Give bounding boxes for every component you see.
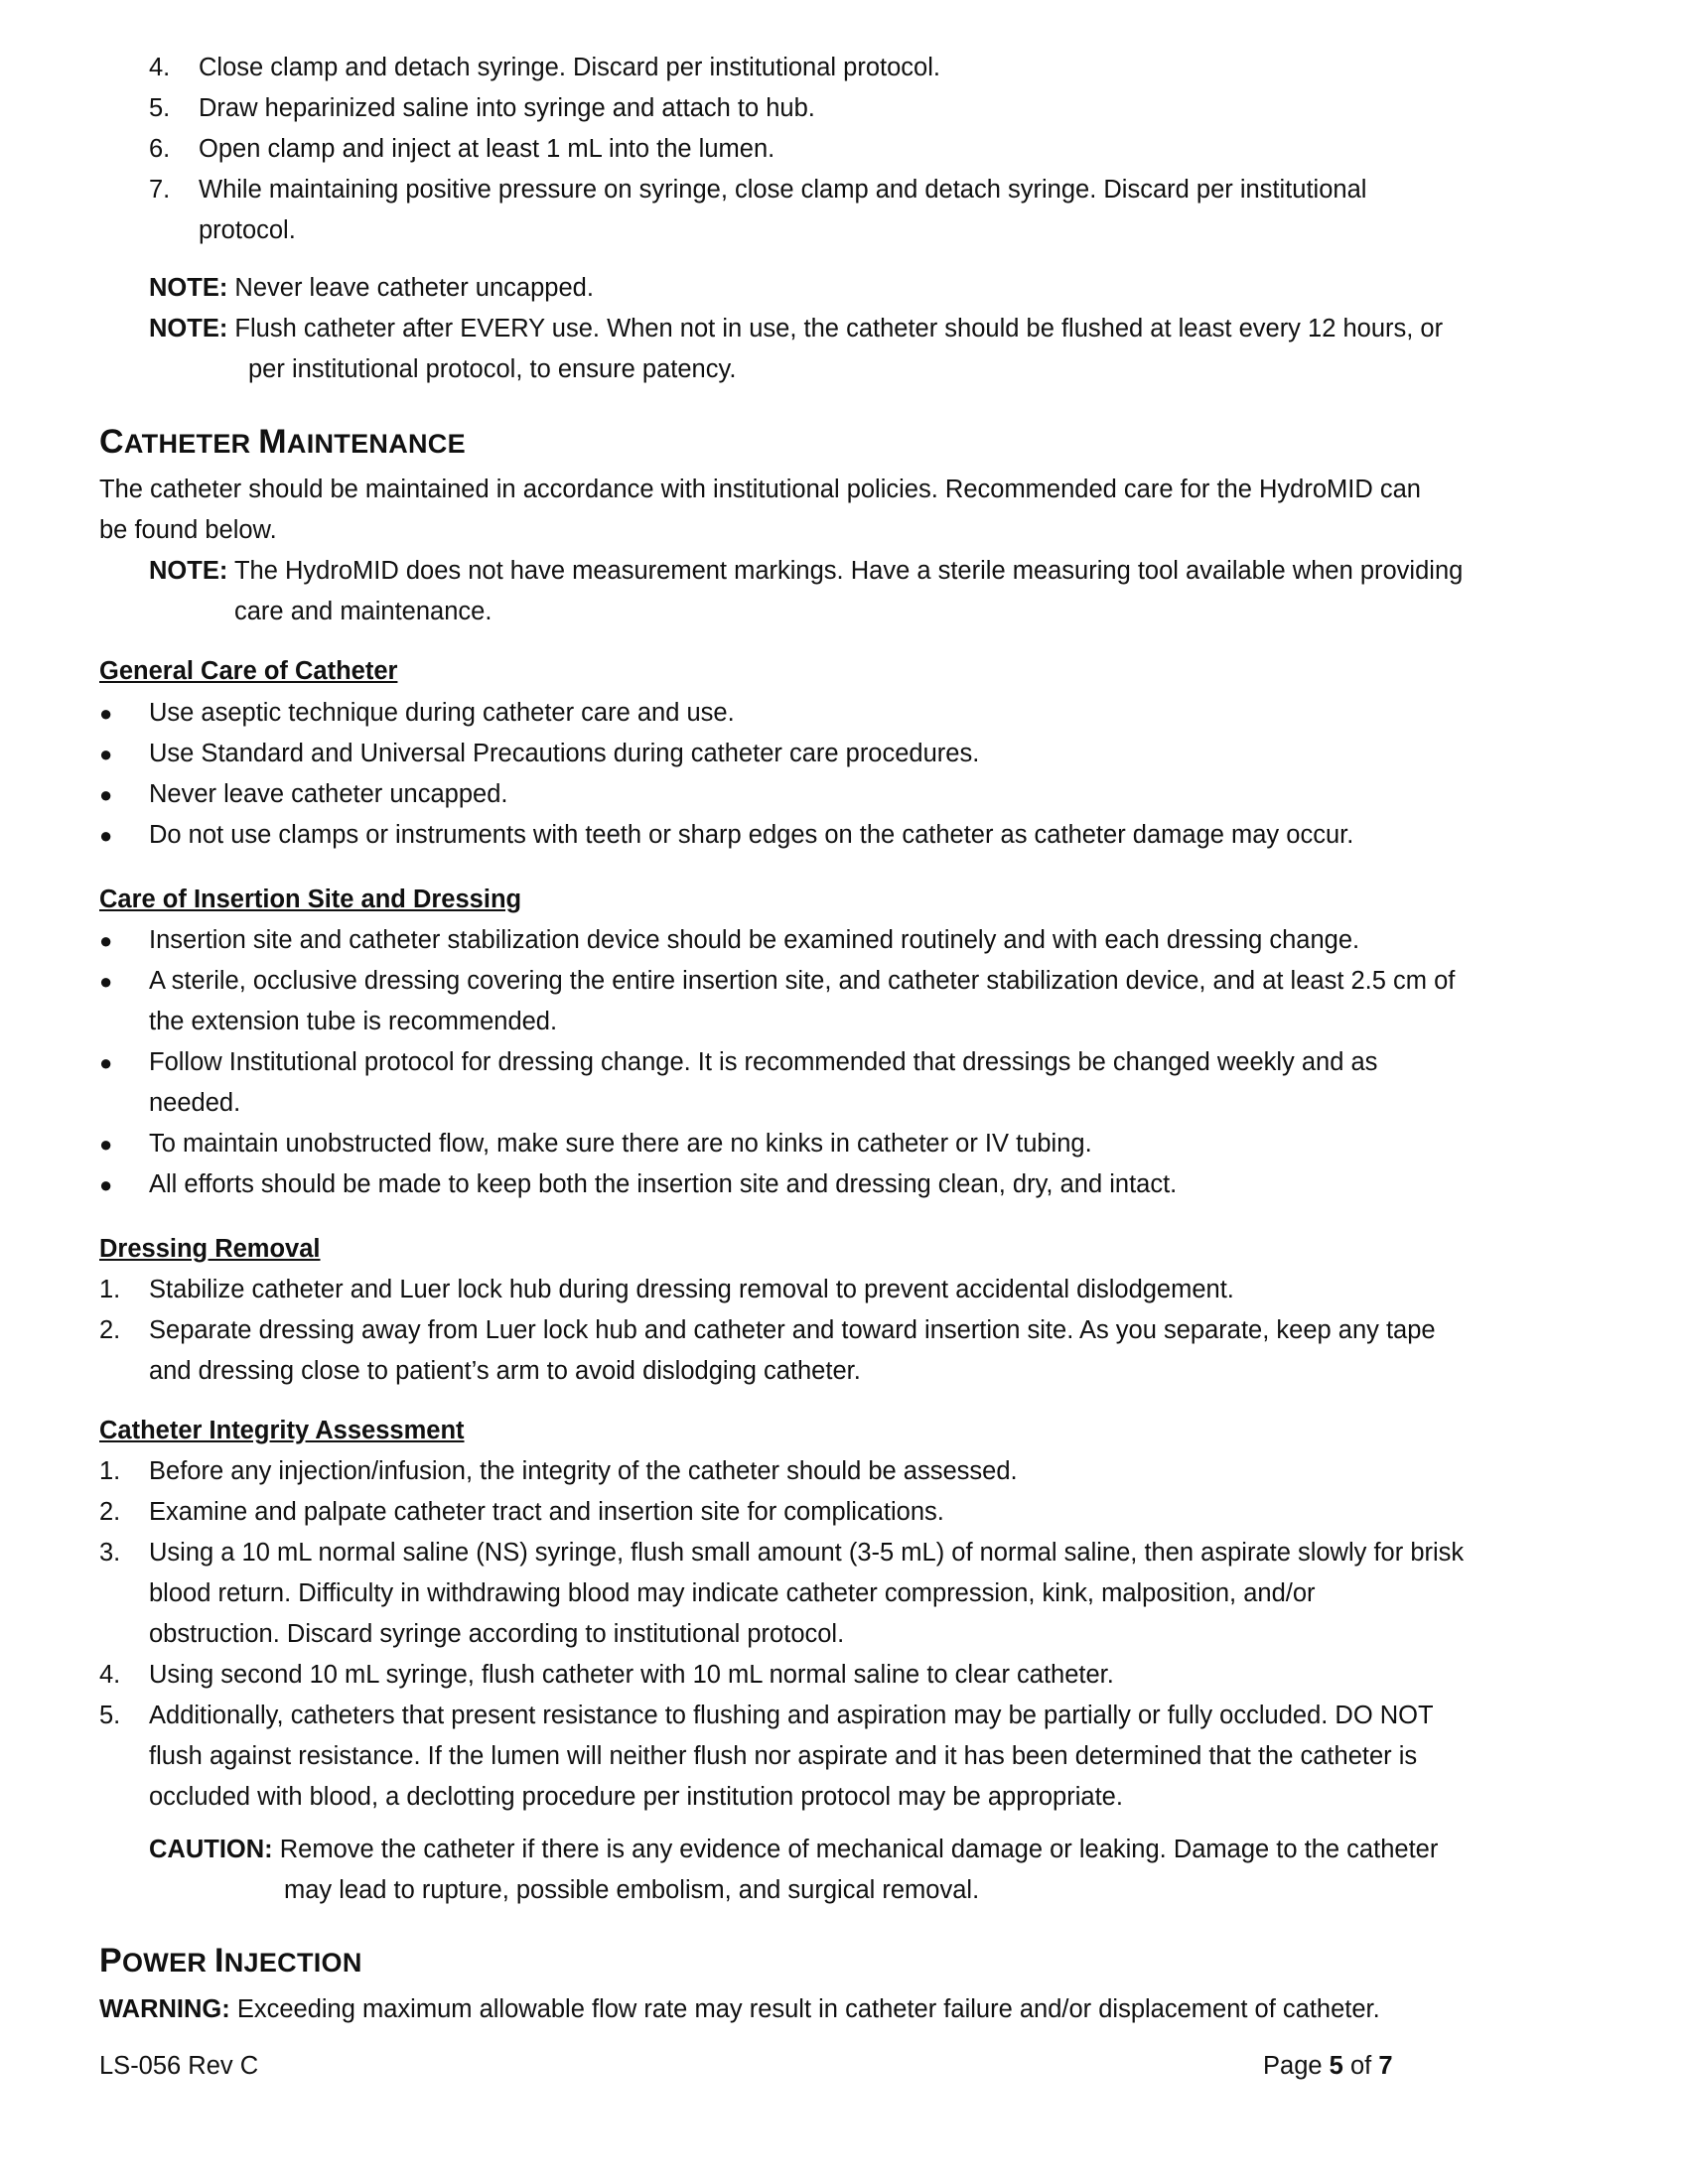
footer-doc-id: LS-056 Rev C bbox=[99, 2052, 259, 2080]
heading-smallcaps: AINTENANCE bbox=[286, 429, 466, 459]
step-text-continued: protocol. bbox=[199, 216, 296, 244]
footer-page-number bbox=[1263, 2051, 1393, 2081]
step-text: Open clamp and inject at least 1 mL into the lumen. bbox=[199, 135, 775, 163]
list-item bbox=[0, 693, 1688, 734]
list-item bbox=[0, 1451, 1688, 1492]
bullet-text: Use Standard and Universal Precautions during catheter care procedures. bbox=[149, 740, 980, 767]
note-measurement-continued bbox=[234, 592, 492, 632]
step-text: Using second 10 mL syringe, flush catheter with 10 mL normal saline to clear catheter. bbox=[149, 1661, 1114, 1689]
step-number: 1. bbox=[99, 1276, 121, 1303]
step-text: Close clamp and detach syringe. Discard per institutional protocol. bbox=[199, 54, 940, 81]
warning-label: WARNING: bbox=[99, 1995, 230, 2023]
bullet-icon: ● bbox=[99, 969, 113, 994]
heading-smallcaps: NJECTION bbox=[223, 1948, 362, 1978]
step-text: Draw heparinized saline into syringe and attach to hub. bbox=[199, 94, 815, 122]
list-item bbox=[0, 1655, 1688, 1696]
step-number: 2. bbox=[99, 1316, 121, 1344]
bullet-icon: ● bbox=[99, 1172, 113, 1197]
list-item bbox=[0, 170, 1688, 251]
bullet-text: Never leave catheter uncapped. bbox=[149, 780, 508, 808]
list-item bbox=[0, 815, 1688, 856]
heading-smallcaps: ATHETER bbox=[123, 429, 259, 459]
bullet-icon: ● bbox=[99, 782, 113, 807]
list-item bbox=[0, 1533, 1688, 1655]
note-measurement bbox=[149, 551, 1463, 592]
subheading-insertion-site: Care of Insertion Site and Dressing bbox=[99, 886, 522, 913]
step-text: Before any injection/infusion, the integrity of the catheter should be assessed. bbox=[149, 1457, 1018, 1485]
subheading-integrity-assessment: Catheter Integrity Assessment bbox=[99, 1417, 465, 1444]
paragraph-line: The catheter should be maintained in accordance with institutional policies. Recommended care for the HydroMID can bbox=[99, 476, 1421, 503]
note-text-continued: per institutional protocol, to ensure patency. bbox=[248, 355, 737, 383]
page-word: Page bbox=[1263, 2052, 1323, 2080]
list-item bbox=[0, 1042, 1688, 1124]
bullet-icon: ● bbox=[99, 1050, 113, 1075]
step-text-continued: occluded with blood, a declotting procedure per institution protocol may be appropriate. bbox=[149, 1783, 1123, 1811]
note-text-continued: care and maintenance. bbox=[234, 598, 492, 625]
note-text: Flush catheter after EVERY use. When not in use, the catheter should be flushed at least every 12 hours, or bbox=[234, 315, 1444, 342]
step-text-continued: blood return. Difficulty in withdrawing blood may indicate catheter compression, kink, malposition, and/or bbox=[149, 1579, 1316, 1607]
caution-text-continued: may lead to rupture, possible embolism, and surgical removal. bbox=[284, 1876, 980, 1904]
bullet-text: All efforts should be made to keep both the insertion site and dressing clean, dry, and intact. bbox=[149, 1170, 1178, 1198]
heading-initial: I bbox=[213, 1942, 224, 1979]
step-text: Separate dressing away from Luer lock hub and catheter and toward insertion site. As you separate, keep any tape bbox=[149, 1316, 1436, 1344]
step-number: 2. bbox=[99, 1498, 121, 1526]
bullet-icon: ● bbox=[99, 742, 113, 766]
subheading-dressing-removal: Dressing Removal bbox=[99, 1235, 321, 1263]
bullet-text-continued: the extension tube is recommended. bbox=[149, 1008, 558, 1035]
heading-smallcaps: OWER bbox=[121, 1948, 214, 1978]
bullet-text: A sterile, occlusive dressing covering the entire insertion site, and catheter stabilization device, and at least 2.5 cm of bbox=[149, 967, 1456, 995]
step-number: 7. bbox=[149, 176, 171, 204]
step-text-continued: and dressing close to patient’s arm to avoid dislodging catheter. bbox=[149, 1357, 861, 1385]
list-item bbox=[0, 129, 1688, 170]
section-heading-power-injection bbox=[99, 1941, 362, 1982]
bullet-icon: ● bbox=[99, 928, 113, 953]
step-number: 4. bbox=[99, 1661, 121, 1689]
subheading-general-care: General Care of Catheter bbox=[99, 657, 398, 685]
bullet-text: To maintain unobstructed flow, make sure there are no kinks in catheter or IV tubing. bbox=[149, 1130, 1092, 1158]
step-text-continued: obstruction. Discard syringe according to institutional protocol. bbox=[149, 1620, 845, 1648]
step-text: Examine and palpate catheter tract and insertion site for complications. bbox=[149, 1498, 944, 1526]
dressing-removal-list bbox=[0, 1270, 1688, 1392]
step-number: 1. bbox=[99, 1457, 121, 1485]
list-item bbox=[0, 1310, 1688, 1392]
step-text: While maintaining positive pressure on syringe, close clamp and detach syringe. Discard per institutional bbox=[199, 176, 1367, 204]
of-word: of bbox=[1349, 2052, 1372, 2080]
list-item bbox=[0, 920, 1688, 961]
note-label: NOTE: bbox=[149, 274, 228, 302]
step-text: Additionally, catheters that present resistance to flushing and aspiration may be partially or fully occluded. DO NOT bbox=[149, 1702, 1434, 1729]
list-item bbox=[0, 961, 1688, 1042]
warning-text: Exceeding maximum allowable flow rate may result in catheter failure and/or displacement of catheter. bbox=[236, 1995, 1380, 2023]
bullet-text: Use aseptic technique during catheter care and use. bbox=[149, 699, 735, 727]
note-label: NOTE: bbox=[149, 315, 228, 342]
caution-text: Remove the catheter if there is any evidence of mechanical damage or leaking. Damage to the catheter bbox=[279, 1836, 1439, 1863]
heading-initial: M bbox=[258, 423, 287, 461]
page-total: 7 bbox=[1378, 2052, 1393, 2080]
maintenance-intro bbox=[99, 470, 1421, 551]
page-current: 5 bbox=[1329, 2052, 1343, 2080]
list-item bbox=[0, 734, 1688, 774]
note-flush bbox=[149, 309, 1443, 349]
step-text: Using a 10 mL normal saline (NS) syringe, flush small amount (3-5 mL) of normal saline, then aspirate slowly for brisk bbox=[149, 1539, 1465, 1567]
note-flush-continued bbox=[248, 349, 736, 390]
bullet-text: Follow Institutional protocol for dressing change. It is recommended that dressings be changed weekly and as bbox=[149, 1048, 1378, 1076]
step-number: 6. bbox=[149, 135, 171, 163]
list-item bbox=[0, 774, 1688, 815]
list-item bbox=[0, 1696, 1688, 1818]
bullet-icon: ● bbox=[99, 1132, 113, 1157]
flush-steps-list bbox=[0, 48, 1688, 251]
warning-note bbox=[99, 1989, 1380, 2030]
list-item bbox=[0, 88, 1688, 129]
list-item bbox=[0, 1124, 1688, 1164]
integrity-assessment-list bbox=[0, 1451, 1688, 1818]
caution-note bbox=[149, 1830, 1438, 1870]
step-number: 4. bbox=[149, 54, 171, 81]
caution-label: CAUTION: bbox=[149, 1836, 273, 1863]
caution-note-continued bbox=[284, 1870, 979, 1911]
note-text: The HydroMID does not have measurement markings. Have a sterile measuring tool available when providing bbox=[233, 557, 1464, 585]
insertion-site-list bbox=[0, 920, 1688, 1205]
bullet-text-continued: needed. bbox=[149, 1089, 241, 1117]
step-number: 3. bbox=[99, 1539, 121, 1567]
heading-initial: C bbox=[99, 423, 124, 461]
step-text-continued: flush against resistance. If the lumen will neither flush nor aspirate and it has been determined that the catheter is bbox=[149, 1742, 1418, 1770]
note-label: NOTE: bbox=[149, 557, 228, 585]
general-care-list bbox=[0, 693, 1688, 856]
step-number: 5. bbox=[99, 1702, 121, 1729]
list-item bbox=[0, 48, 1688, 88]
note-text: Never leave catheter uncapped. bbox=[234, 274, 594, 302]
note-uncapped bbox=[149, 268, 594, 309]
bullet-text: Do not use clamps or instruments with teeth or sharp edges on the catheter as catheter damage may occur. bbox=[149, 821, 1354, 849]
step-number: 5. bbox=[149, 94, 171, 122]
list-item bbox=[0, 1164, 1688, 1205]
heading-initial: P bbox=[99, 1942, 122, 1979]
list-item bbox=[0, 1492, 1688, 1533]
list-item bbox=[0, 1270, 1688, 1310]
paragraph-line: be found below. bbox=[99, 516, 277, 544]
step-text: Stabilize catheter and Luer lock hub during dressing removal to prevent accidental dislodgement. bbox=[149, 1276, 1234, 1303]
bullet-text: Insertion site and catheter stabilization device should be examined routinely and with each dressing change. bbox=[149, 926, 1360, 954]
bullet-icon: ● bbox=[99, 823, 113, 848]
section-heading-catheter-maintenance bbox=[99, 422, 466, 464]
bullet-icon: ● bbox=[99, 701, 113, 726]
